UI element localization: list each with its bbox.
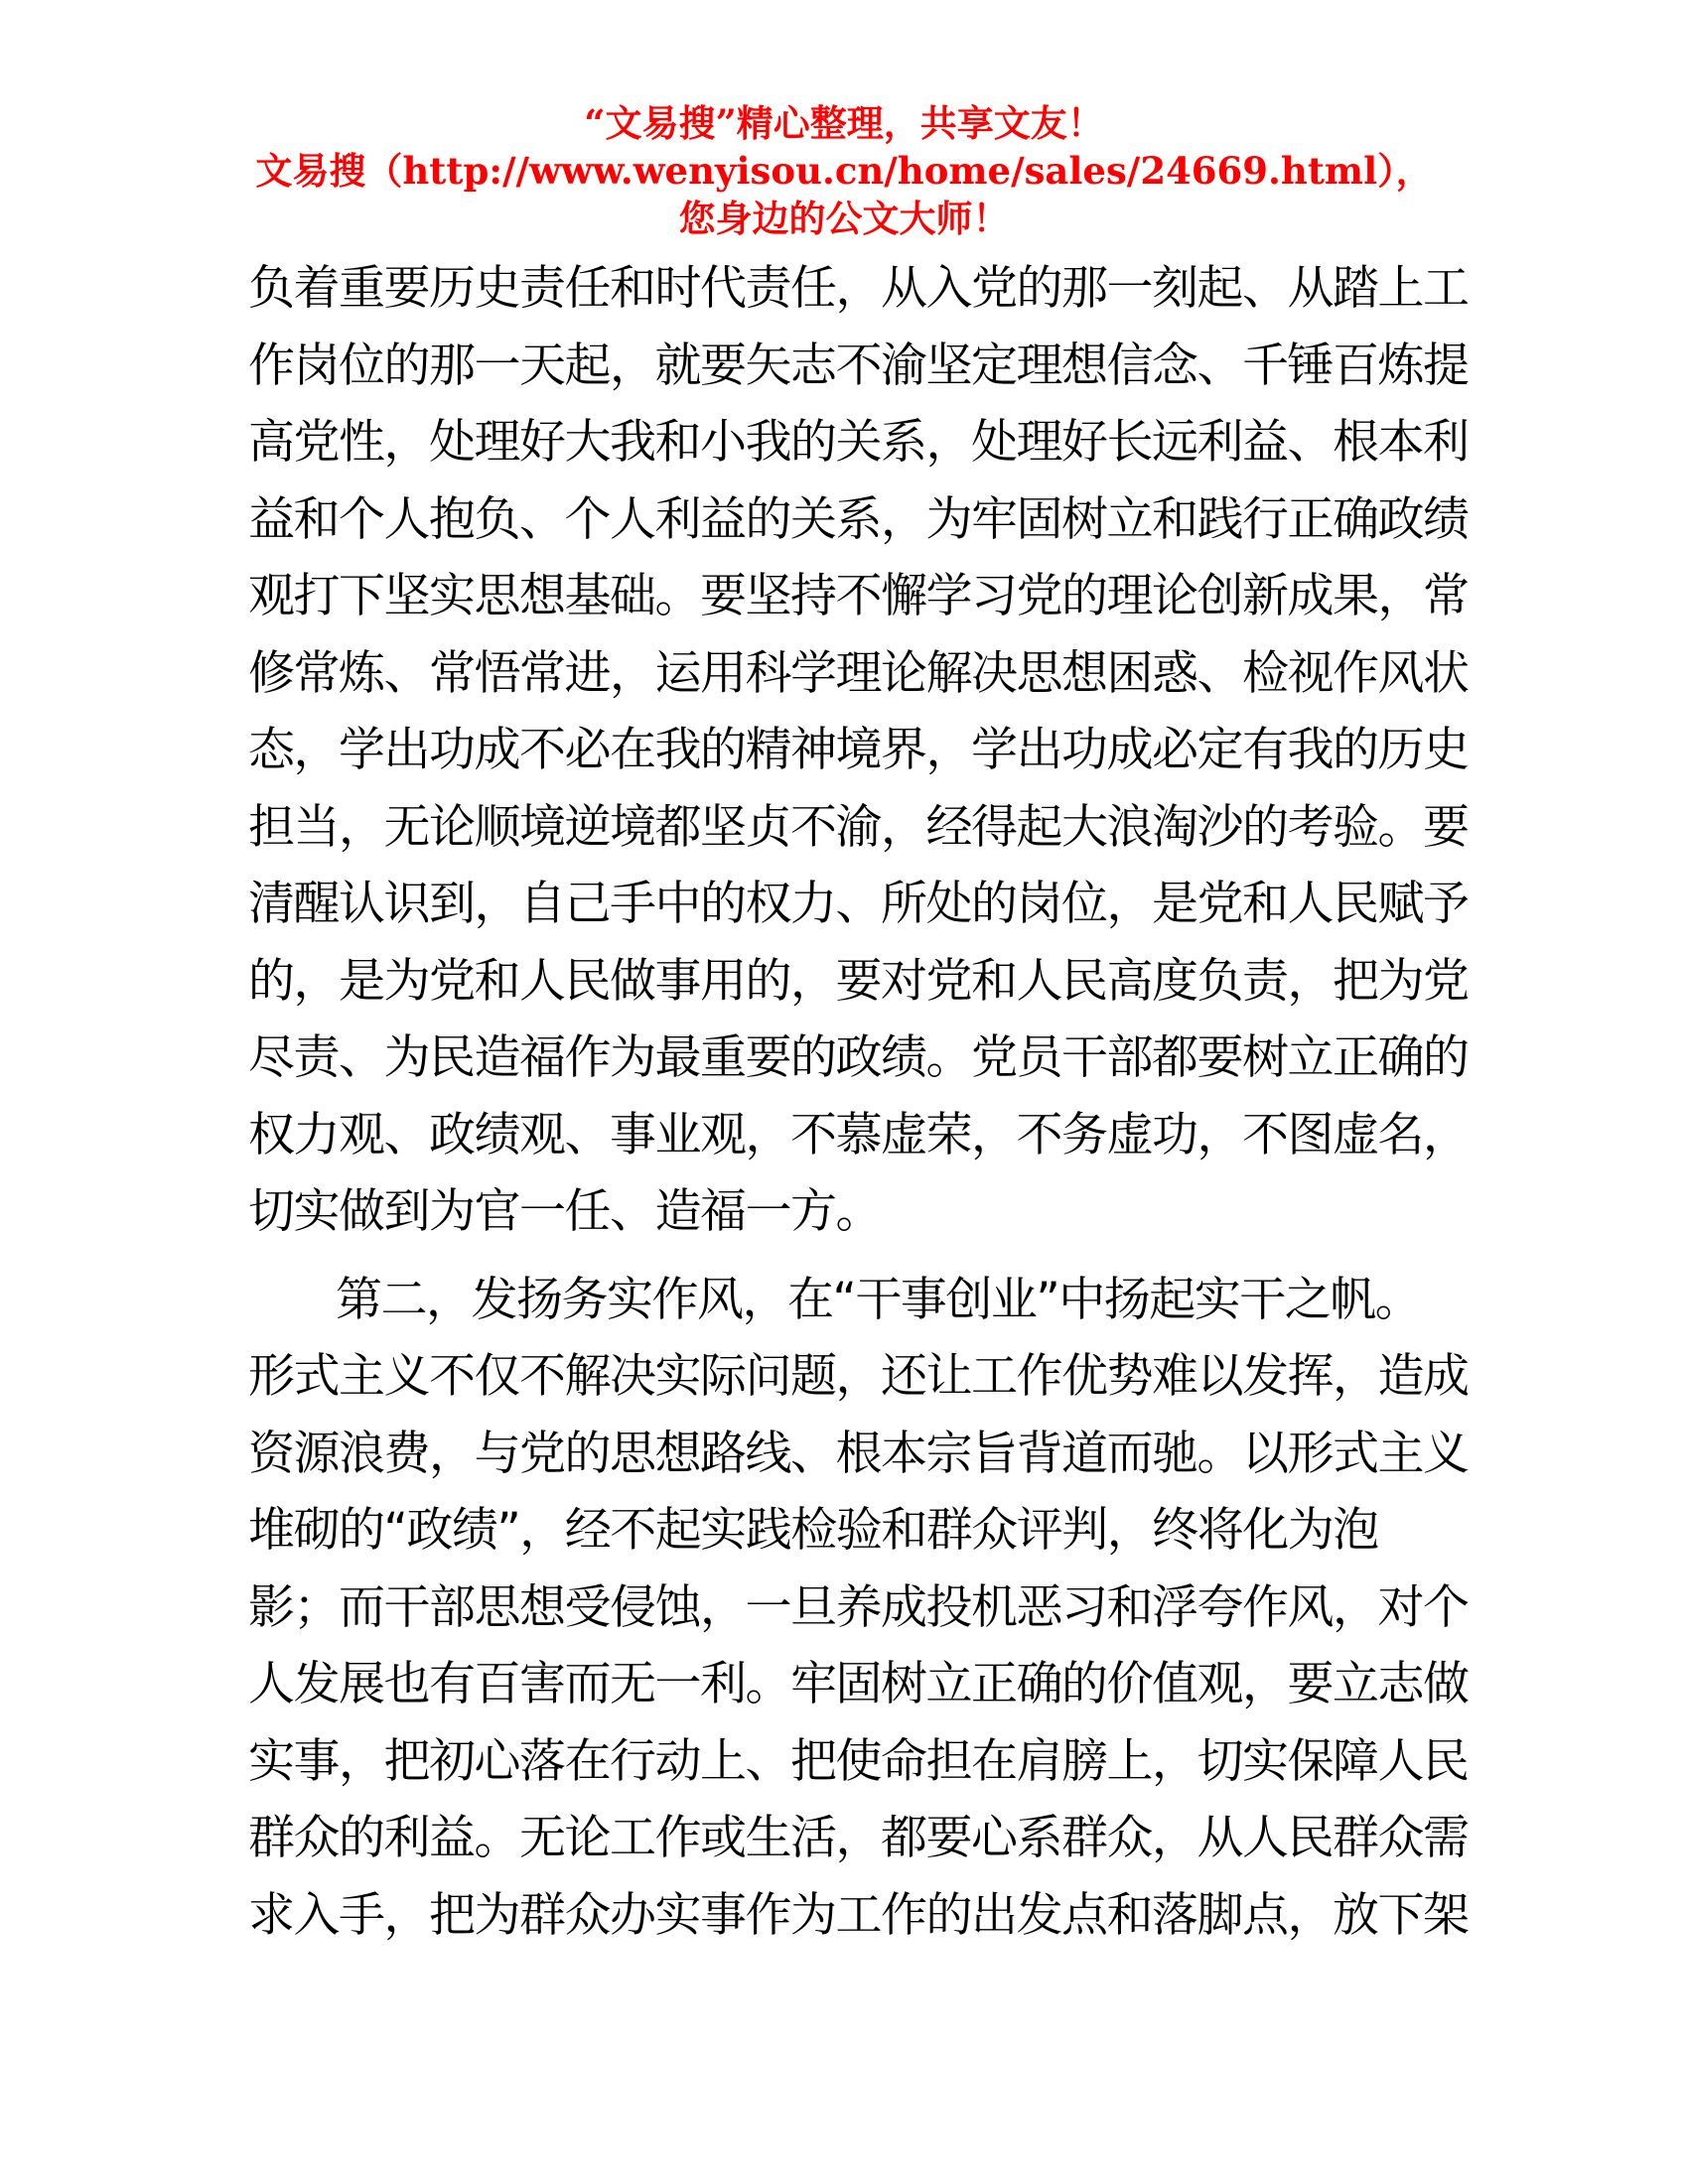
header-line-1: “文易搜”精心整理，共享文友！ [584,101,1104,145]
text-line: 益和个人抱负、个人利益的关系，为牢固树立和践行正确政绩 [248,491,1469,547]
text-line: 高党性，处理好大我和小我的关系，处理好长远利益、根本利 [248,415,1469,470]
text-line: 观打下坚实思想基础。要坚持不懈学习党的理论创新成果，常 [248,569,1469,623]
paragraph-1 [248,250,1469,1251]
text-line: 作岗位的那一天起，就要矢志不渝坚定理想信念、千锤百炼提 [248,338,1469,393]
text-line: 群众的利益。无论工作或生活，都要心系群众，从人民群众需 [248,1811,1469,1865]
text-line: 实事，把初心落在行动上、把使命担在肩膀上，切实保障人民 [248,1733,1469,1789]
text-line: 影；而干部思想受侵蚀，一旦养成投机恶习和浮夸作风，对个 [248,1579,1469,1635]
text-line: 人发展也有百害而无一利。牢固树立正确的价值观，要立志做 [248,1657,1469,1711]
text-line: 负着重要历史责任和时代责任，从入党的那一刻起、从踏上工 [248,261,1469,316]
text-line: 清醒认识到，自己手中的权力、所处的岗位，是党和人民赋予 [248,877,1469,931]
watermark-header [0,99,1688,242]
document-body [248,250,1469,1954]
text-line: 担当，无论顺境逆境都坚贞不渝，经得起大浪淘沙的考验。要 [248,799,1469,855]
text-line: 修常炼、常悟常进，运用科学理论解决思想困惑、检视作风状 [248,645,1469,701]
paragraph-spacer [248,1251,1440,1262]
text-line: 第二，发扬务实作风，在“干事创业”中扬起实干之帆。 [336,1272,1421,1327]
text-line: 尽责、为民造福作为最重要的政绩。党员干部都要树立正确的 [248,1030,1469,1085]
text-line: 切实做到为官一任、造福一方。 [248,1184,881,1239]
header-line-3: 您身边的公文大师！ [678,197,1010,240]
text-line: 形式主义不仅不解决实际问题，还让工作优势难以发挥，造成 [248,1349,1469,1404]
header-line-2: 文易搜（http://www.wenyisou.cn/home/sales/24669.html）， [255,149,1433,193]
text-line: 权力观、政绩观、事业观，不慕虚荣，不务虚功，不图虚名， [248,1107,1469,1162]
text-line: 堆砌的“政绩”，经不起实践检验和群众评判，终将化为泡 [248,1503,1378,1558]
text-line: 态，学出功成不必在我的精神境界，学出功成必定有我的历史 [248,723,1469,777]
text-line: 求入手，把为群众办实事作为工作的出发点和落脚点，放下架 [248,1887,1469,1943]
paragraph-2 [248,1262,1469,1955]
text-line: 的，是为党和人民做事用的，要对党和人民高度负责，把为党 [248,953,1469,1009]
text-line: 资源浪费，与党的思想路线、根本宗旨背道而驰。以形式主义 [248,1426,1469,1481]
